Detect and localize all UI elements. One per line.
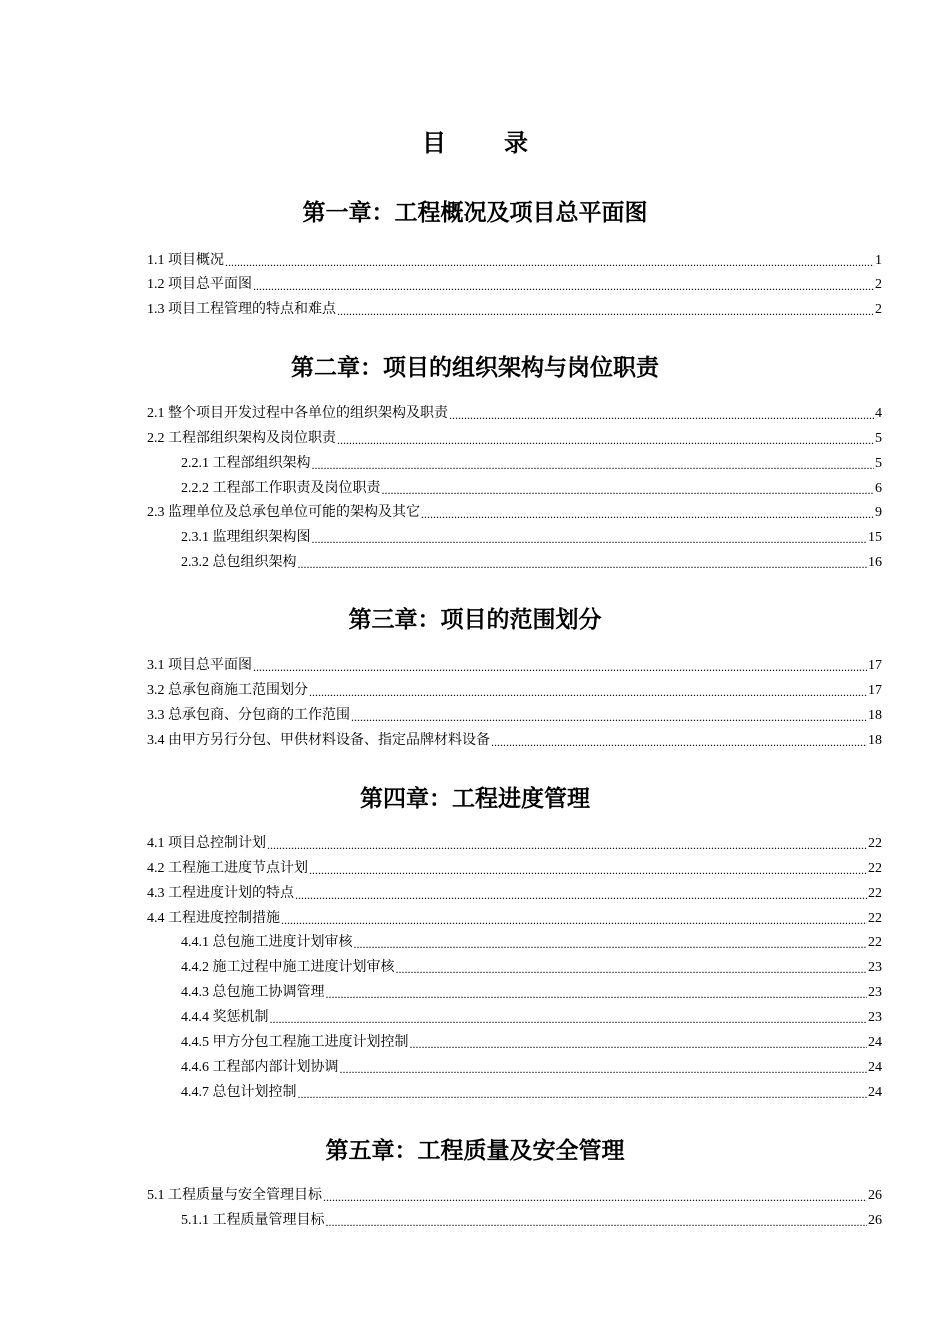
toc-entry[interactable] (147, 251, 882, 271)
toc-entry-label: 4.4.2 施工过程中施工进度计划审核 (181, 960, 395, 975)
toc-entry[interactable] (147, 909, 882, 929)
toc-page-number: 24 (868, 1060, 882, 1075)
toc-entry-label: 1.1 项目概况 (147, 253, 224, 268)
toc-entry[interactable] (181, 1211, 882, 1231)
chapter-heading: 第三章：项目的范围划分 (348, 607, 602, 632)
toc-entry-label: 1.2 项目总平面图 (147, 277, 252, 292)
toc-entry-label: 3.4 由甲方另行分包、甲供材料设备、指定品牌材料设备 (147, 733, 490, 748)
toc-entry-label: 2.3.2 总包组织架构 (181, 555, 297, 570)
chapter-heading: 第五章：工程质量及安全管理 (325, 1138, 625, 1163)
toc-leader-dots (298, 553, 868, 573)
toc-page-number: 23 (868, 985, 882, 1000)
toc-entry[interactable] (181, 983, 882, 1003)
toc-entry-label: 4.4.5 甲方分包工程施工进度计划控制 (181, 1035, 409, 1050)
toc-leader-dots (340, 1058, 868, 1078)
toc-entry-label: 2.1 整个项目开发过程中各单位的组织架构及职责 (147, 406, 448, 421)
toc-entry-label: 2.3.1 监理组织架构图 (181, 530, 311, 545)
toc-page-number: 23 (868, 960, 882, 975)
toc-entry-label: 5.1.1 工程质量管理目标 (181, 1213, 325, 1228)
toc-page-number: 24 (868, 1035, 882, 1050)
toc-entry[interactable] (181, 528, 882, 548)
toc-page-number: 9 (875, 505, 882, 520)
toc-entry[interactable] (147, 859, 882, 879)
toc-entry[interactable] (181, 1083, 882, 1103)
toc-page-number: 2 (875, 302, 882, 317)
toc-leader-dots (351, 706, 867, 726)
toc-entry[interactable] (181, 1033, 882, 1053)
page-title: 目 录 (422, 131, 554, 157)
toc-page-number: 23 (868, 1010, 882, 1025)
toc-entry-label: 4.4.6 工程部内部计划协调 (181, 1060, 339, 1075)
toc-leader-dots (267, 834, 867, 854)
toc-entry[interactable] (181, 1058, 882, 1078)
toc-page-number: 5 (875, 456, 882, 471)
toc-entry-label: 4.4.4 奖惩机制 (181, 1010, 269, 1025)
toc-entry[interactable] (147, 1186, 882, 1206)
toc-entry[interactable] (147, 503, 882, 523)
chapter-heading: 第一章：工程概况及项目总平面图 (302, 200, 648, 225)
toc-entry-label: 3.1 项目总平面图 (147, 658, 252, 673)
toc-entry[interactable] (147, 884, 882, 904)
toc-page-number: 18 (868, 708, 882, 723)
toc-page-number: 17 (868, 658, 882, 673)
toc-leader-dots (491, 731, 867, 751)
toc-entry[interactable] (181, 553, 882, 573)
toc-entry-label: 2.2.1 工程部组织架构 (181, 456, 311, 471)
toc-leader-dots (298, 1083, 868, 1103)
toc-entry[interactable] (181, 958, 882, 978)
toc-leader-dots (326, 1211, 868, 1231)
toc-entry-label: 4.4.3 总包施工协调管理 (181, 985, 325, 1000)
toc-leader-dots (253, 275, 874, 295)
toc-page-number: 22 (868, 861, 882, 876)
toc-entry-label: 4.4 工程进度控制措施 (147, 911, 280, 926)
toc-entry-label: 4.4.7 总包计划控制 (181, 1085, 297, 1100)
toc-page-number: 26 (868, 1213, 882, 1228)
toc-leader-dots (382, 479, 875, 499)
toc-leader-dots (281, 909, 867, 929)
toc-entry[interactable] (147, 834, 882, 854)
toc-page-number: 22 (868, 836, 882, 851)
toc-entry[interactable] (181, 933, 882, 953)
toc-entry-label: 5.1 工程质量与安全管理目标 (147, 1188, 322, 1203)
toc-leader-dots (396, 958, 868, 978)
toc-page-number: 4 (875, 406, 882, 421)
toc-leader-dots (337, 300, 874, 320)
toc-page-number: 26 (868, 1188, 882, 1203)
chapter-heading: 第四章：工程进度管理 (360, 786, 590, 811)
toc-entry-label: 4.3 工程进度计划的特点 (147, 886, 294, 901)
toc-page-number: 6 (875, 481, 882, 496)
toc-leader-dots (225, 251, 874, 271)
toc-page-number: 16 (868, 555, 882, 570)
toc-entry-label: 4.4.1 总包施工进度计划审核 (181, 935, 353, 950)
toc-entry-label: 2.2 工程部组织架构及岗位职责 (147, 431, 336, 446)
toc-leader-dots (312, 528, 868, 548)
toc-entry-label: 4.1 项目总控制计划 (147, 836, 266, 851)
toc-page-number: 5 (875, 431, 882, 446)
toc-leader-dots (323, 1186, 867, 1206)
toc-entry[interactable] (147, 656, 882, 676)
toc-entry[interactable] (181, 1008, 882, 1028)
toc-entry[interactable] (147, 404, 882, 424)
toc-page-number: 2 (875, 277, 882, 292)
toc-page-number: 22 (868, 886, 882, 901)
toc-leader-dots (354, 933, 868, 953)
toc-leader-dots (410, 1033, 868, 1053)
toc-entry[interactable] (147, 731, 882, 751)
toc-entry[interactable] (147, 275, 882, 295)
toc-leader-dots (253, 656, 867, 676)
toc-entry-label: 1.3 项目工程管理的特点和难点 (147, 302, 336, 317)
toc-page-number: 15 (868, 530, 882, 545)
toc-leader-dots (295, 884, 867, 904)
toc-entry[interactable] (147, 300, 882, 320)
toc-leader-dots (421, 503, 874, 523)
toc-page-number: 1 (875, 253, 882, 268)
toc-page-number: 17 (868, 683, 882, 698)
toc-page-number: 22 (868, 911, 882, 926)
toc-entry-label: 3.2 总承包商施工范围划分 (147, 683, 308, 698)
toc-entry[interactable] (181, 454, 882, 474)
chapter-heading: 第二章：项目的组织架构与岗位职责 (291, 355, 659, 380)
toc-leader-dots (449, 404, 874, 424)
toc-page-number: 18 (868, 733, 882, 748)
toc-entry-label: 4.2 工程施工进度节点计划 (147, 861, 308, 876)
toc-leader-dots (270, 1008, 868, 1028)
toc-entry-label: 2.2.2 工程部工作职责及岗位职责 (181, 481, 381, 496)
toc-entry-label: 2.3 监理单位及总承包单位可能的架构及其它 (147, 505, 420, 520)
toc-entry-label: 3.3 总承包商、分包商的工作范围 (147, 708, 350, 723)
toc-entry[interactable] (147, 429, 882, 449)
toc-leader-dots (309, 859, 867, 879)
toc-page-number: 22 (868, 935, 882, 950)
toc-leader-dots (309, 681, 867, 701)
toc-entry[interactable] (147, 706, 882, 726)
toc-leader-dots (337, 429, 874, 449)
toc-entry[interactable] (181, 479, 882, 499)
toc-leader-dots (326, 983, 868, 1003)
toc-entry[interactable] (147, 681, 882, 701)
toc-page-number: 24 (868, 1085, 882, 1100)
toc-leader-dots (312, 454, 875, 474)
